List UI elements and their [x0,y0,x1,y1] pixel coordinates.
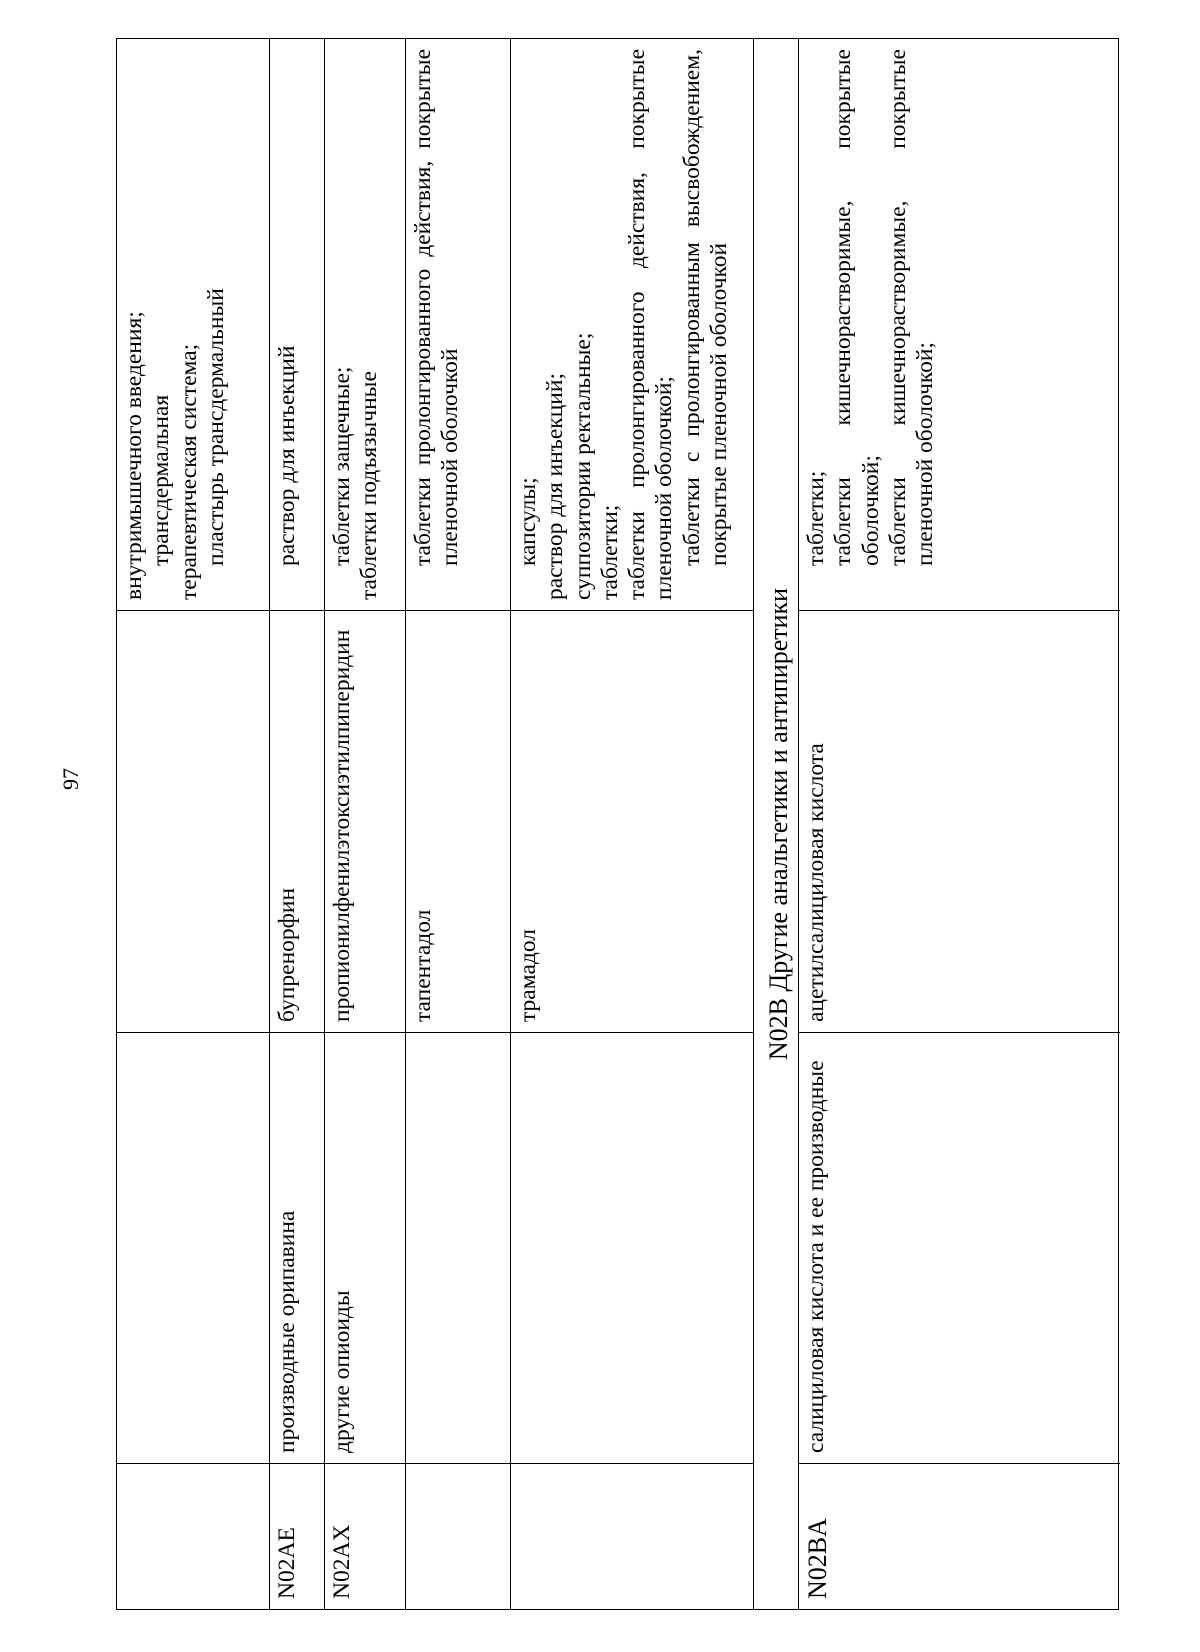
form-line: таблетки кишечнорастворимые, покрытые оболочкой; [830,49,884,566]
inn-cell: трамадол [511,610,753,1032]
form-line: таблетки защечные; [329,366,355,566]
forms-cell [406,39,510,610]
form-line: терапевтическая система; [175,343,202,600]
forms-cell [799,39,1120,610]
code-cell [511,1463,753,1609]
inn-cell: пропионилфенилэтоксиэтилпиперидин [325,610,405,1032]
form-line: таблетки; [803,470,829,566]
table-row [799,39,1120,1609]
forms-cell [511,39,753,610]
group-cell: производные орипавина [270,1032,324,1463]
table-row [325,39,406,1609]
form-line: суппозитории ректальные; [569,332,596,600]
form-line: таблетки с пролонгированным высвобождением, покрытые пленочной оболочкой [678,49,732,566]
group-cell [117,1032,269,1463]
group-cell [406,1032,510,1463]
forms-cell [270,39,324,610]
inn-cell: тапентадол [406,610,510,1032]
code-cell [117,1463,269,1609]
form-line: таблетки кишечнорастворимые, покрытые пленочной оболочкой; [884,49,938,566]
code-cell: N02AE [270,1463,324,1609]
form-line: внутримышечного введения; [121,311,147,600]
group-cell [511,1032,753,1463]
form-line: таблетки; [596,504,623,600]
table-row [270,39,325,1609]
form-line: таблетки подъязычные [356,371,383,600]
inn-cell: ацетилсалициловая кислота [799,610,1120,1032]
code-cell [406,1463,510,1609]
page-number: 97 [58,768,83,790]
table-row [406,39,511,1609]
form-line: раствор для инъекций; [542,373,569,600]
code-cell: N02BA [799,1463,1120,1609]
table-row [117,39,270,1609]
form-line: таблетки пролонгированного действия, покрытые пленочной оболочкой [410,49,464,566]
form-line: капсулы; [515,477,541,566]
forms-cell [325,39,405,610]
inn-cell: бупренорфин [270,610,324,1032]
form-line: раствор для инъекций [274,345,300,566]
code-cell: N02AX [325,1463,405,1609]
form-line: трансдермальная [148,394,175,566]
section-row [754,39,799,1609]
inn-cell [117,610,269,1032]
group-cell: другие опиоиды [325,1032,405,1463]
group-cell: салициловая кислота и ее производные [799,1032,1120,1463]
table-row [511,39,754,1609]
forms-cell [117,39,269,610]
form-line: пластырь трансдермальный [202,288,229,566]
section-heading: N02B Другие анальгетики и антипиретики [764,587,793,1061]
drug-table [116,38,1119,1610]
form-line: таблетки пролонгированного действия, покрытые пленочной оболочкой; [624,49,678,600]
